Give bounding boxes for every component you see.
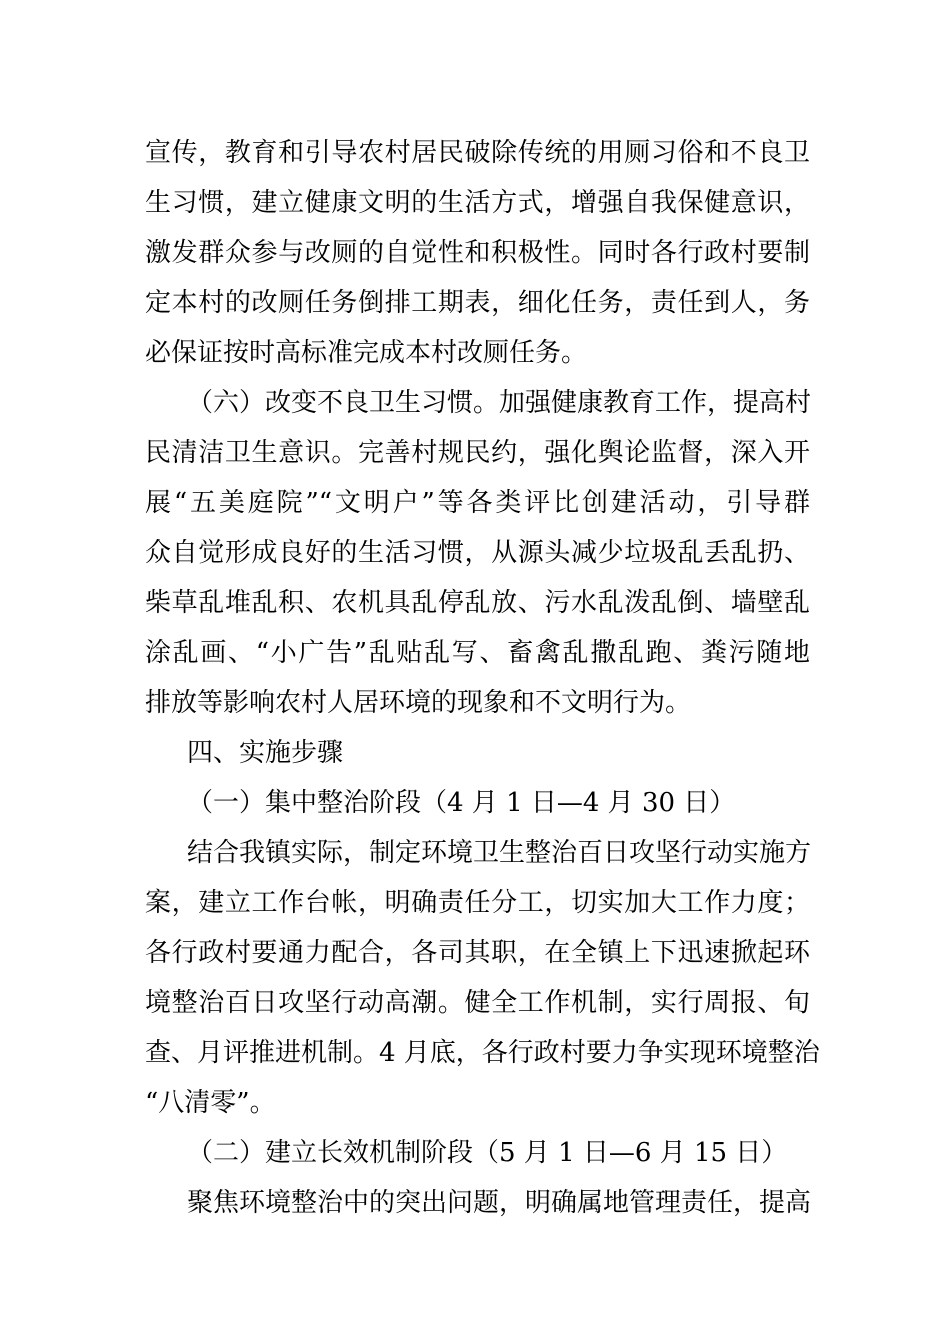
text-line: 境整治百日攻坚行动高潮。健全工作机制，实行周报、旬 xyxy=(145,988,810,1018)
text-line: 查、月评推进机制。4 月底，各行政村要力争实现环境整治 xyxy=(145,1038,820,1068)
subsection-heading-2: （二）建立长效机制阶段（5 月 1 日—6 月 15 日） xyxy=(187,1138,788,1168)
text-line: 聚焦环境整治中的突出问题，明确属地管理责任，提高 xyxy=(187,1188,812,1218)
text-line: 结合我镇实际，制定环境卫生整治百日攻坚行动实施方 xyxy=(187,838,812,868)
document-body xyxy=(145,128,820,1228)
text-line: 案，建立工作台帐，明确责任分工，切实加大工作力度； xyxy=(145,888,810,918)
text-line: 众自觉形成良好的生活习惯，从源头减少垃圾乱丢乱扔、 xyxy=(145,538,810,568)
subsection-heading-1: （一）集中整治阶段（4 月 1 日—4 月 30 日） xyxy=(187,788,736,818)
section-heading: 四、实施步骤 xyxy=(187,738,344,768)
paragraph-heading-6: （六）改变不良卫生习惯。加强健康教育工作，提高村 xyxy=(187,388,812,418)
text-line: 必保证按时高标准完成本村改厕任务。 xyxy=(145,338,588,368)
text-line: “八清零”。 xyxy=(145,1088,276,1118)
text-line: 各行政村要通力配合，各司其职，在全镇上下迅速掀起环 xyxy=(145,938,810,968)
text-line: 排放等影响农村人居环境的现象和不文明行为。 xyxy=(145,688,692,718)
text-line: 定本村的改厕任务倒排工期表，细化任务，责任到人，务 xyxy=(145,288,810,318)
text-line: 展“五美庭院”“文明户”等各类评比创建活动，引导群 xyxy=(145,488,810,518)
text-line: 宣传，教育和引导农村居民破除传统的用厕习俗和不良卫 xyxy=(145,138,810,168)
text-line: 柴草乱堆乱积、农机具乱停乱放、污水乱泼乱倒、墙壁乱 xyxy=(145,588,810,618)
text-line: 生习惯，建立健康文明的生活方式，增强自我保健意识， xyxy=(145,188,810,218)
text-line: 民清洁卫生意识。完善村规民约，强化舆论监督，深入开 xyxy=(145,438,810,468)
text-line: 涂乱画、“小广告”乱贴乱写、畜禽乱撒乱跑、粪污随地 xyxy=(145,638,810,668)
text-line: 激发群众参与改厕的自觉性和积极性。同时各行政村要制 xyxy=(145,238,810,268)
